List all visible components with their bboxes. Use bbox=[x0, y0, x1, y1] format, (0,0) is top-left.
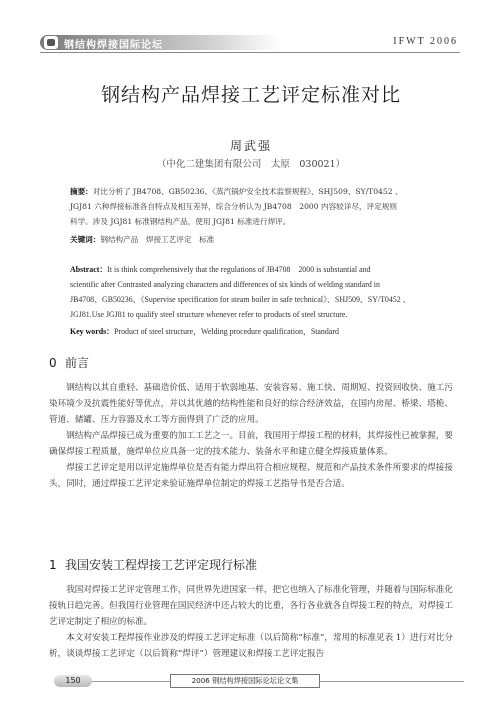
keywords-cn-text: 钢结构产品 焊接工艺评定 标准 bbox=[100, 235, 215, 244]
section-number: 1 bbox=[49, 558, 57, 572]
abstract-cn-line: JGJ81 六种焊接标准各自特点及相互差异，综合分析认为 JB4708 2000 内容较详尽，评定规则 bbox=[70, 202, 397, 211]
abstract-en bbox=[70, 262, 438, 322]
running-header bbox=[0, 32, 502, 56]
running-footer bbox=[0, 672, 502, 688]
author-affiliation: （中化二建集团有限公司 太原 030021） bbox=[156, 159, 346, 170]
header-rule bbox=[40, 52, 460, 53]
abstract-en-line: It is think comprehensively that the regulations of JB4708 2000 is substantial and bbox=[107, 265, 371, 274]
abstract-en-label: Abstract： bbox=[70, 265, 108, 274]
abstract-cn bbox=[70, 184, 438, 229]
section-heading-standards bbox=[49, 556, 257, 573]
section-number: 0 bbox=[49, 356, 57, 370]
abstract-en-line: JB4708、GB50236、《Supervise specification for steam boiler in safe technical》、SHJ509、SY/T0452 、 bbox=[70, 295, 411, 304]
paragraph: 钢结构产品焊接已成为重要的加工工艺之一。目前，我国用于焊接工程的材料，其焊接性已被掌握，要确保焊接工程质量，施焊单位应具备一定的技术能力、装备水平和建立健全焊接质量体系。 bbox=[49, 431, 453, 457]
proceedings-name: 2006 钢结构焊接国际论坛论文集 bbox=[170, 674, 320, 688]
abstract-cn-label: 摘要： bbox=[70, 187, 93, 196]
paragraph: 焊接工艺评定是用以评定施焊单位是否有能力焊出符合相应规程、规范和产品技术条件所要求的焊接接头，同时，通过焊接工艺评定来验证施焊单位制定的焊接工艺指导书是否合适。 bbox=[49, 463, 453, 489]
section-body-preface bbox=[49, 380, 453, 492]
abstract-en-line: scientific after Contrasted analyzing characters and differences of six kinds of welding standard in bbox=[70, 280, 380, 289]
paragraph: 钢结构以其自重轻、基础造价低、适用于软弱地基、安装容易、施工快、周期短、投资回收快、施工污染环境少及抗震性能好等优点，并以其优越的结构性能和良好的综合经济效益，在国内房屋、桥梁、塔桅、管道、储罐、压力容器及水工等方面得到了广泛的应用。 bbox=[49, 383, 453, 425]
paragraph: 本文对安装工程焊接作业涉及的焊接工艺评定标准（以后简称“标准”，常用的标准见表 1）进行对比分析，谈谈焊接工艺评定（以后简称“焊评”）管理建议和焊接工艺评定报告 bbox=[49, 633, 453, 659]
forum-logo-icon bbox=[44, 36, 58, 49]
journal-name: 钢结构焊接国际论坛 bbox=[64, 40, 163, 51]
page-number: 150 bbox=[54, 675, 92, 687]
journal-code: IFWT 2006 bbox=[393, 36, 458, 47]
section-title: 我国安装工程焊接工艺评定现行标准 bbox=[65, 558, 258, 572]
keywords-en-text: Product of steel structure，Welding procedure qualification，Standard bbox=[114, 327, 339, 336]
section-title: 前言 bbox=[65, 356, 90, 370]
keywords-cn-label: 关键词： bbox=[70, 235, 101, 244]
keywords-en-label: Key words： bbox=[70, 327, 115, 336]
section-heading-preface bbox=[49, 354, 89, 371]
article-title: 钢结构产品焊接工艺评定标准对比 bbox=[100, 84, 401, 106]
keywords-cn bbox=[70, 232, 438, 247]
abstract-cn-line: 对比分析了 JB4708、GB50236、《蒸汽锅炉安全技术监察规程》、SHJ509、SY/T0452 、 bbox=[92, 187, 403, 196]
section-body-standards bbox=[49, 582, 453, 662]
author-name: 周武强 bbox=[229, 139, 272, 153]
abstract-cn-line: 科学。涉及 JGJ81 标准钢结构产品，使用 JGJ81 标准进行焊评。 bbox=[70, 217, 291, 226]
keywords-en bbox=[70, 324, 438, 339]
paragraph: 我国对焊接工艺评定管理工作，同世界先进国家一样，把它也纳入了标准化管理，并随着与国际标准化接轨日趋完善。但我国行业管理在国民经济中还占较大的比重，各行各业就各自焊接工程的特点，对焊接工艺评定制定了相应的标准。 bbox=[49, 585, 453, 627]
abstract-en-line: JGJ81.Use JGJ81 to qualify steel structure whenever refer to products of steel structure. bbox=[70, 310, 348, 319]
